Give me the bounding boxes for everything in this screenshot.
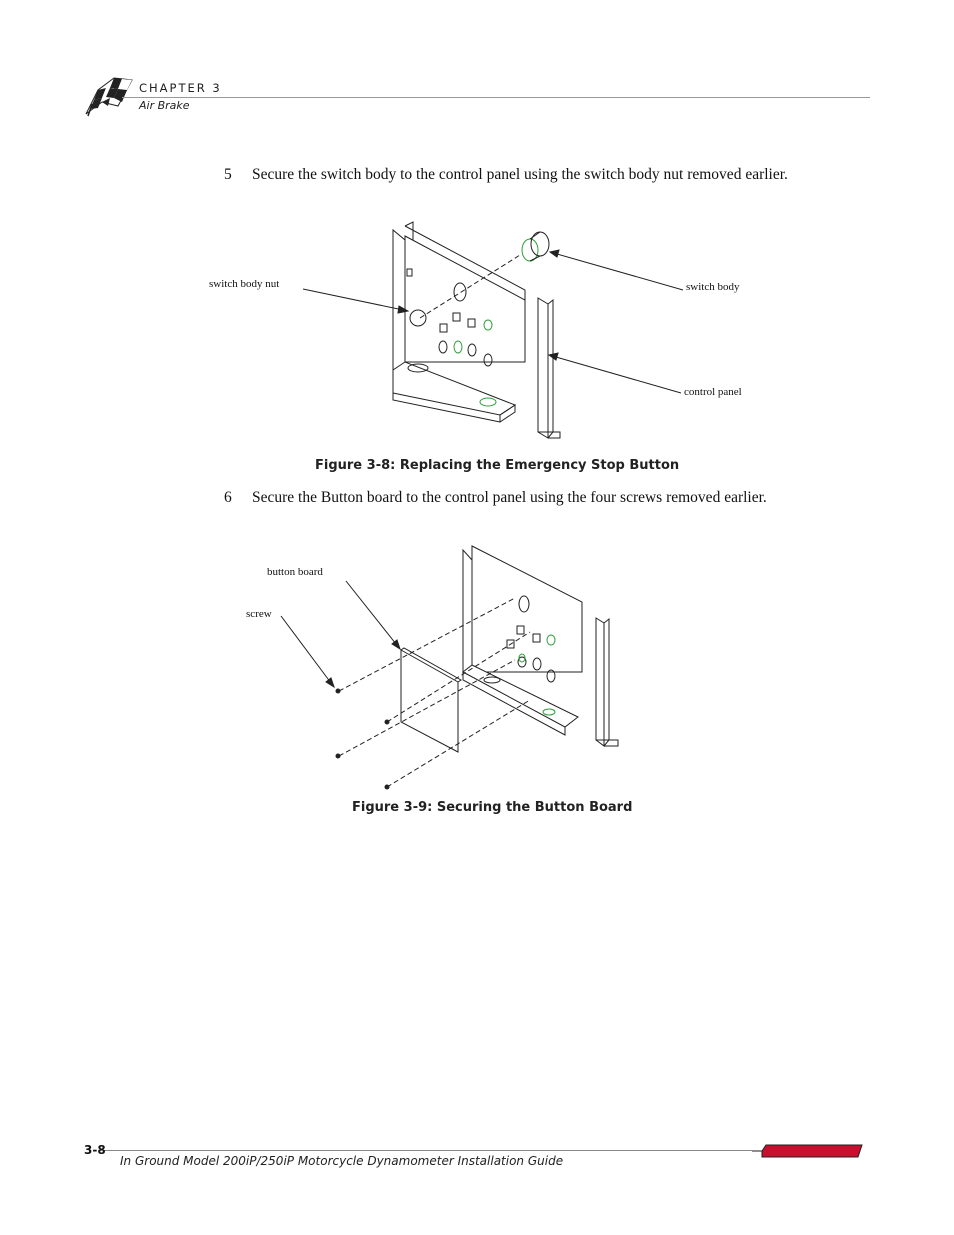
footer-title: In Ground Model 200iP/250iP Motorcycle Dynamometer Installation Guide: [120, 1154, 564, 1168]
page-number: 3-8: [84, 1143, 106, 1157]
callout-screw: screw: [246, 608, 272, 620]
dynojet-logo: [752, 1145, 862, 1157]
header-rule: [122, 97, 870, 98]
callout-switch-body: switch body: [686, 281, 740, 293]
figure-3-9-drawing: [336, 546, 618, 789]
chapter-label: CHAPTER 3: [139, 81, 222, 95]
figure-3-9-leaders: [281, 581, 400, 687]
figure-3-8-drawing: [393, 222, 560, 438]
callout-control-panel: control panel: [684, 386, 742, 398]
step-text: Secure the switch body to the control panel using the switch body nut removed earlier.: [252, 166, 788, 183]
step-text: Secure the Button board to the control panel using the four screws removed earlier.: [252, 489, 767, 506]
figure-caption: Figure 3-9: Securing the Button Board: [352, 800, 633, 815]
step-number: 6: [224, 489, 232, 506]
callout-button-board: button board: [267, 566, 323, 578]
footer-rule: [100, 1150, 760, 1151]
section-label: Air Brake: [139, 99, 190, 112]
step-number: 5: [224, 166, 232, 183]
figure-caption: Figure 3-8: Replacing the Emergency Stop Button: [315, 458, 680, 473]
callout-switch-body-nut: switch body nut: [209, 278, 280, 290]
